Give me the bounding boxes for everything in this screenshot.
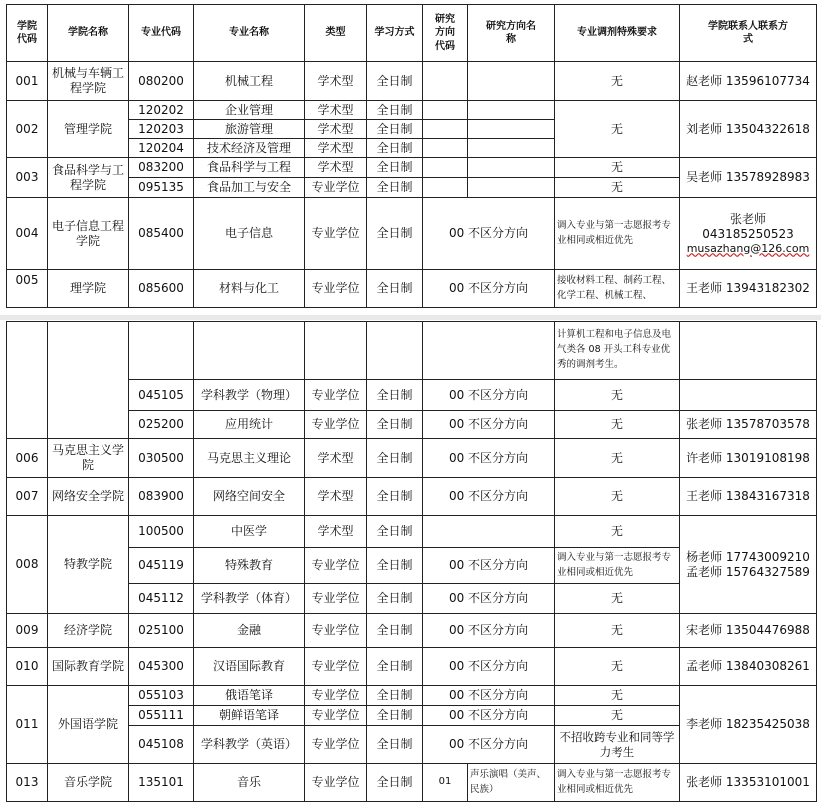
- college-code: 010: [7, 648, 48, 686]
- major-type: 专业学位: [305, 198, 367, 270]
- table-row: [7, 648, 817, 686]
- major-name: 特殊教育: [194, 548, 305, 584]
- major-name: 音乐: [194, 764, 305, 802]
- major-name: 朝鲜语笔译: [194, 706, 305, 726]
- requirement: 无: [555, 62, 680, 101]
- major-name: 汉语国际教育: [194, 648, 305, 686]
- college-code: 011: [7, 686, 48, 764]
- direction-name: 00 不区分方向: [423, 270, 555, 308]
- study-mode: 全日制: [367, 270, 423, 308]
- direction-name: [468, 158, 555, 178]
- direction-name: 00 不区分方向: [423, 380, 555, 411]
- major-name: 企业管理: [194, 101, 305, 120]
- major-name: 应用统计: [194, 411, 305, 439]
- major-type: 专业学位: [305, 648, 367, 686]
- direction-code: [423, 178, 468, 198]
- college-name: [48, 322, 129, 439]
- major-type: 专业学位: [305, 764, 367, 802]
- college-name: 音乐学院: [48, 764, 129, 802]
- major-code: 025100: [129, 614, 194, 648]
- contact: [680, 516, 817, 614]
- direction-name: [468, 120, 555, 139]
- study-mode: 全日制: [367, 726, 423, 764]
- study-mode: 全日制: [367, 706, 423, 726]
- major-code: 083900: [129, 478, 194, 516]
- direction-name: 00 不区分方向: [423, 726, 555, 764]
- major-type: 专业学位: [305, 614, 367, 648]
- major-type: 专业学位: [305, 584, 367, 614]
- major-name: 机械工程: [194, 62, 305, 101]
- study-mode: 全日制: [367, 178, 423, 198]
- header-direction-code: 研究方向代码: [423, 5, 468, 62]
- major-type: 学术型: [305, 158, 367, 178]
- study-mode: 全日制: [367, 198, 423, 270]
- direction-name: 00 不区分方向: [423, 584, 555, 614]
- contact: 宋老师 13504476988: [680, 614, 817, 648]
- contact: 张老师 13578703578: [680, 411, 817, 439]
- table-row: [7, 322, 817, 380]
- study-mode: 全日制: [367, 686, 423, 706]
- college-name: 马克思主义学院: [48, 439, 129, 478]
- page-break-divider: [0, 315, 821, 320]
- major-name: 俄语笔译: [194, 686, 305, 706]
- direction-name: 00 不区分方向: [423, 439, 555, 478]
- contact: 孟老师 13840308261: [680, 648, 817, 686]
- direction-name: 00 不区分方向: [423, 706, 555, 726]
- contact: 张老师 13353101001: [680, 764, 817, 802]
- requirement: 不招收跨专业和同等学力考生: [555, 726, 680, 764]
- major-type: 学术型: [305, 120, 367, 139]
- table-row: [7, 158, 817, 178]
- requirement: 无: [555, 411, 680, 439]
- study-mode: 全日制: [367, 101, 423, 120]
- college-code: 005: [7, 270, 48, 308]
- major-name: [194, 322, 305, 380]
- major-name: 中医学: [194, 516, 305, 548]
- direction-name: 00 不区分方向: [423, 198, 555, 270]
- direction-name: [468, 101, 555, 120]
- college-code: 002: [7, 101, 48, 158]
- requirement: 无: [555, 101, 680, 158]
- college-code: 008: [7, 516, 48, 614]
- table-row: [7, 380, 817, 411]
- study-mode: 全日制: [367, 439, 423, 478]
- major-code: 120204: [129, 139, 194, 158]
- major-type: 学术型: [305, 516, 367, 548]
- major-name: 电子信息: [194, 198, 305, 270]
- table-row: [7, 516, 817, 548]
- contact-name: 张老师: [729, 211, 766, 226]
- major-code: 045108: [129, 726, 194, 764]
- major-code: 045119: [129, 548, 194, 584]
- major-type: 专业学位: [305, 270, 367, 308]
- college-code: [7, 322, 48, 439]
- major-type: 专业学位: [305, 178, 367, 198]
- direction-name: 00 不区分方向: [423, 478, 555, 516]
- major-code: 030500: [129, 439, 194, 478]
- college-name: 管理学院: [48, 101, 129, 158]
- study-mode: 全日制: [367, 478, 423, 516]
- study-mode: 全日制: [367, 120, 423, 139]
- table-row: [7, 101, 817, 120]
- major-name: 旅游管理: [194, 120, 305, 139]
- major-name: 食品科学与工程: [194, 158, 305, 178]
- study-mode: 全日制: [367, 584, 423, 614]
- table-row: [7, 439, 817, 478]
- study-mode: 全日制: [367, 648, 423, 686]
- requirement: 无: [555, 178, 680, 198]
- direction-code: 01: [423, 764, 468, 802]
- admission-table-bottom: [6, 321, 817, 802]
- college-name: 电子信息工程学院: [48, 198, 129, 270]
- contact-line-2: 孟老师 15764327589: [686, 564, 810, 579]
- contact: [680, 380, 817, 411]
- requirement: 无: [555, 380, 680, 411]
- requirement: 无: [555, 614, 680, 648]
- major-type: 专业学位: [305, 726, 367, 764]
- direction-code: [423, 158, 468, 178]
- requirement: 无: [555, 686, 680, 706]
- table-row: [7, 411, 817, 439]
- college-code: 013: [7, 764, 48, 802]
- direction-name: [468, 139, 555, 158]
- major-code: 055103: [129, 686, 194, 706]
- major-type: [305, 322, 367, 380]
- header-major-name: 专业名称: [194, 5, 305, 62]
- table-row: [7, 764, 817, 802]
- requirement: 无: [555, 158, 680, 178]
- direction-name: 00 不区分方向: [423, 411, 555, 439]
- contact-phone: 043185250523: [702, 226, 794, 241]
- major-code: 080200: [129, 62, 194, 101]
- table-row: [7, 270, 817, 308]
- college-name: 食品科学与工程学院: [48, 158, 129, 198]
- requirement: 无: [555, 706, 680, 726]
- college-name: 机械与车辆工程学院: [48, 62, 129, 101]
- table-row: [7, 614, 817, 648]
- major-code: [129, 322, 194, 380]
- study-mode: 全日制: [367, 139, 423, 158]
- study-mode: 全日制: [367, 516, 423, 548]
- college-code: 009: [7, 614, 48, 648]
- major-name: 学科教学（体育）: [194, 584, 305, 614]
- major-code: 025200: [129, 411, 194, 439]
- college-code: 004: [7, 198, 48, 270]
- requirement: 无: [555, 584, 680, 614]
- direction-code: [423, 62, 468, 101]
- major-type: 学术型: [305, 478, 367, 516]
- requirement: 无: [555, 478, 680, 516]
- contact: 吴老师 13578928983: [680, 158, 817, 198]
- college-code: 003: [7, 158, 48, 198]
- header-college-name: 学院名称: [48, 5, 129, 62]
- header-row: [7, 5, 817, 62]
- major-name: 网络空间安全: [194, 478, 305, 516]
- study-mode: 全日制: [367, 62, 423, 101]
- major-type: 专业学位: [305, 380, 367, 411]
- contact: 刘老师 13504322618: [680, 101, 817, 158]
- college-name: 网络安全学院: [48, 478, 129, 516]
- table-row: [7, 686, 817, 706]
- study-mode: 全日制: [367, 380, 423, 411]
- major-type: 学术型: [305, 439, 367, 478]
- requirement: 调入专业与第一志愿报考专业相同或相近优先: [555, 548, 680, 584]
- direction-name: [468, 178, 555, 198]
- requirement: 调入专业与第一志愿报考专业相同或相近优先: [555, 198, 680, 270]
- header-study-mode: 学习方式: [367, 5, 423, 62]
- major-name: 学科教学（物理）: [194, 380, 305, 411]
- study-mode: 全日制: [367, 411, 423, 439]
- table-row: [7, 62, 817, 101]
- requirement: 无: [555, 516, 680, 548]
- direction-name: 00 不区分方向: [423, 548, 555, 584]
- major-type: 专业学位: [305, 411, 367, 439]
- major-code: 120203: [129, 120, 194, 139]
- major-code: 045300: [129, 648, 194, 686]
- direction-name: 00 不区分方向: [423, 648, 555, 686]
- requirement: 调入专业与第一志愿报考专业相同或相近优先: [555, 764, 680, 802]
- major-code: 085600: [129, 270, 194, 308]
- major-name: 金融: [194, 614, 305, 648]
- college-code: 006: [7, 439, 48, 478]
- major-type: 专业学位: [305, 548, 367, 584]
- direction-code: [423, 139, 468, 158]
- major-code: 055111: [129, 706, 194, 726]
- study-mode: 全日制: [367, 548, 423, 584]
- major-type: 专业学位: [305, 686, 367, 706]
- direction-name: [423, 516, 555, 548]
- major-code: 045105: [129, 380, 194, 411]
- header-direction-name: 研究方向名称: [468, 5, 555, 62]
- college-name: 外国语学院: [48, 686, 129, 764]
- requirement-continued: 计算机工程和电子信息及电气类各 08 开头工科专业优秀的调剂考生。: [555, 322, 680, 380]
- direction-name: [468, 62, 555, 101]
- college-name: 国际教育学院: [48, 648, 129, 686]
- header-contact: 学院联系人联系方式: [680, 5, 817, 62]
- requirement: 无: [555, 648, 680, 686]
- study-mode: 全日制: [367, 614, 423, 648]
- table-row: [7, 478, 817, 516]
- direction-code: [423, 101, 468, 120]
- major-code: 045112: [129, 584, 194, 614]
- major-code: 100500: [129, 516, 194, 548]
- requirement: 接收材料工程、制药工程、化学工程、机械工程、: [555, 270, 680, 308]
- major-type: 学术型: [305, 139, 367, 158]
- contact: 王老师 13943182302: [680, 270, 817, 308]
- college-code: 007: [7, 478, 48, 516]
- major-type: 学术型: [305, 62, 367, 101]
- major-code: 095135: [129, 178, 194, 198]
- contact: 许老师 13019108198: [680, 439, 817, 478]
- major-code: 085400: [129, 198, 194, 270]
- contact-line-1: 杨老师 17743009210: [686, 549, 810, 564]
- table-row: [7, 198, 817, 270]
- contact: [680, 322, 817, 380]
- requirement: 无: [555, 439, 680, 478]
- major-name: 技术经济及管理: [194, 139, 305, 158]
- college-name: 理学院: [48, 270, 129, 308]
- study-mode: [367, 322, 423, 380]
- admission-table-top: [6, 4, 817, 308]
- major-type: 专业学位: [305, 706, 367, 726]
- direction-name: [423, 322, 555, 380]
- major-name: 学科教学（英语）: [194, 726, 305, 764]
- major-type: 学术型: [305, 101, 367, 120]
- header-type: 类型: [305, 5, 367, 62]
- direction-code: [423, 120, 468, 139]
- contact: 王老师 13843167318: [680, 478, 817, 516]
- direction-name: 00 不区分方向: [423, 614, 555, 648]
- major-name: 食品加工与安全: [194, 178, 305, 198]
- contact: 赵老师 13596107734: [680, 62, 817, 101]
- header-requirement: 专业调剂特殊要求: [555, 5, 680, 62]
- direction-name: 00 不区分方向: [423, 686, 555, 706]
- major-name: 马克思主义理论: [194, 439, 305, 478]
- major-code: 083200: [129, 158, 194, 178]
- contact: [680, 198, 817, 270]
- major-name: 材料与化工: [194, 270, 305, 308]
- study-mode: 全日制: [367, 158, 423, 178]
- contact-email[interactable]: musazhang@126.com: [686, 241, 810, 255]
- header-college-code: 学院代码: [7, 5, 48, 62]
- header-major-code: 专业代码: [129, 5, 194, 62]
- study-mode: 全日制: [367, 764, 423, 802]
- direction-name: 声乐演唱（美声、民族）: [468, 764, 555, 802]
- major-code: 120202: [129, 101, 194, 120]
- college-code: 001: [7, 62, 48, 101]
- college-name: 特教学院: [48, 516, 129, 614]
- college-name: 经济学院: [48, 614, 129, 648]
- contact: 李老师 18235425038: [680, 686, 817, 764]
- major-code: 135101: [129, 764, 194, 802]
